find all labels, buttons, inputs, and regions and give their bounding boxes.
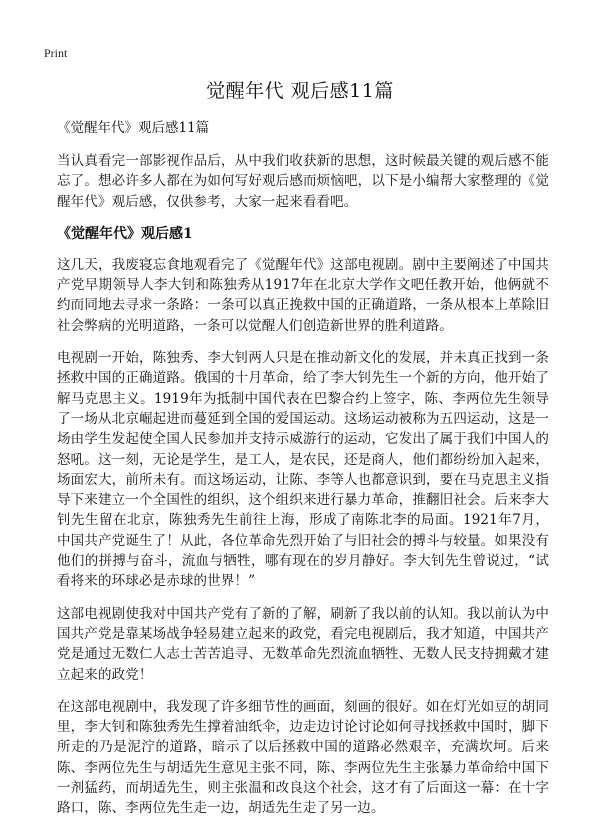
paragraph: 电视剧一开始，陈独秀、李大钊两人只是在推动新文化的发展，并未真正找到一条拯救中国的正确道路。俄国的十月革命，给了李大钊先生一个新的方向，他开始了解马克思主义。1919年为抵制中国代表在巴黎合约上签字，陈、李两位先生领导了一场从北京崛起进而蔓延到全国的爱国运动。这场运动被称为五四运动，这是一场由学生发起使全国人民参加并支持示威游行的运动，它发出了属于我们中国人的怒吼。这一刻，无论是学生，是工人，是农民，还是商人，他们都纷纷加入起来，场面宏大，前所未有。而这场运动，让陈、李等人也都意识到，要在马克思主义指导下来建立一个全国性的组织，这个组织来进行暴力革命，推翻旧社会。后来李大钊先生留在北京，陈独秀先生前往上海，形成了南陈北李的局面。1921年7月，中国共产党诞生了！从此，各位革命先烈开始了与旧社会的搏斗与较量。如果没有他们的拼搏与奋斗，流血与牺牲，哪有现在的岁月静好。李大钊先生曾说过，“试看将来的环球必是赤球的世界！” — [57, 350, 549, 590]
paragraph: 这几天，我废寝忘食地观看完了《觉醒年代》这部电视剧。剧中主要阐述了中国共产党早期领导人李大钊和陈独秀从1917年在北京大学作文吧任教开始，他俩就不约而同地去寻求一条路：一条可以真正挽救中国的正确道路，一条从根本上革除旧社会弊病的光明道路，一条可以觉醒人们创造新世界的胜利道路。 — [57, 256, 549, 334]
page-title: 觉醒年代 观后感11篇 — [206, 80, 394, 102]
article-body — [57, 118, 549, 831]
section-heading: 《觉醒年代》观后感1 — [57, 225, 193, 242]
paragraph: 在这部电视剧中，我发现了许多细节性的画面，刻画的很好。如在灯光如豆的胡同里，李大钊和陈独秀先生撑着油纸伞，边走边讨论讨论如何寻找拯救中国时，脚下所走的乃是泥泞的道路，暗示了以后拯救中国的道路必然艰辛，充满坎坷。后来陈、李两位先生与胡适先生意见主张不同，陈、李两位先生主张暴力革命给中国下一剂猛药，而胡适先生，则主张温和改良这个社会，这才有了后面这一幕：在十字路口，陈、李两位先生走一边，胡适先生走了另一边。 — [57, 698, 549, 817]
intro-paragraph: 当认真看完一部影视作品后，从中我们收获新的思想，这时候最关键的观后感不能忘了。想必许多人都在为如何写好观后感而烦恼吧，以下是小编帮大家整理的《觉醒年代》观后感，仅供参考，大家一起来看看吧。 — [57, 153, 549, 210]
article-subtitle: 《觉醒年代》观后感11篇 — [57, 120, 210, 136]
print-link[interactable]: Print — [44, 46, 68, 60]
paragraph: 这部电视剧使我对中国共产党有了新的了解，刷新了我以前的认知。我以前认为中国共产党是靠某场战争轻易建立起来的政党，看完电视剧后，我才知道，中国共产党是通过无数仁人志士苦苦追寻、无数革命先烈流血牺牲、无数人民支持拥戴才建立起来的政党！ — [57, 605, 549, 683]
